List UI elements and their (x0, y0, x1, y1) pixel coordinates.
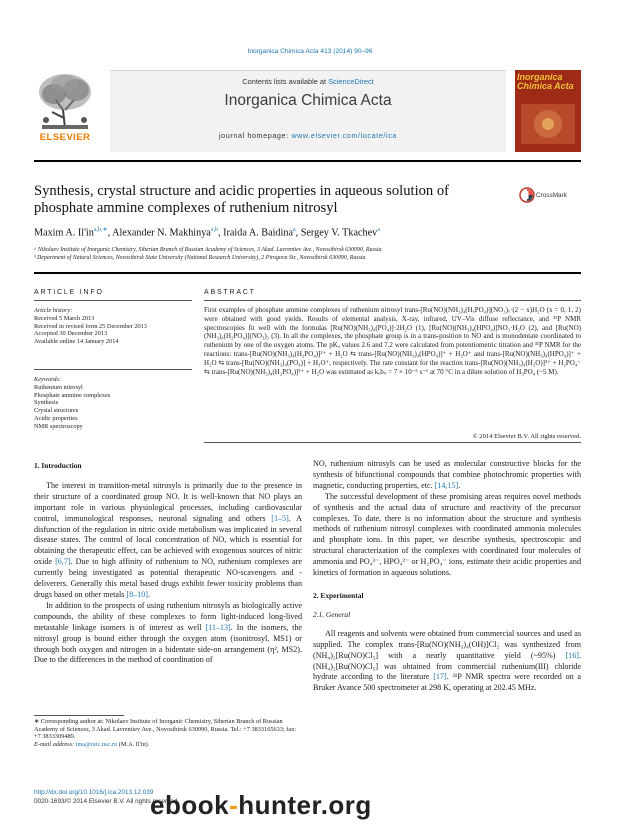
corresponding-author-footnote (34, 718, 302, 748)
section-heading-experimental: 2. Experimental (313, 590, 364, 600)
paragraph-text: . A disfunction of the regulation in nitric oxide metabolism was implicated in several disease states. The control of local concentration of NO, which is essential for obtaining the therapeutic effect, can be achieved with exogenous sources of nitric oxide (34, 513, 302, 567)
article-info-rule (34, 300, 192, 301)
paragraph-text: . Due to high affinity of ruthenium to NO, ruthenium complexes are currently being investigated as potential therapeutic NO-scavengers and -deliverers. Generally this metal based drugs exhibit fewer toxicity problems than drugs based on other metals (34, 557, 302, 599)
citation-link[interactable]: [16] (565, 650, 579, 660)
right-column (313, 459, 581, 694)
history-item: Accepted 30 December 2013 (34, 330, 108, 338)
affiliation-divider (34, 272, 581, 274)
paragraph-text: All reagents and solvents were obtained from commercial sources and used as supplied. The complex trans-[Ru(NO)(NH₃)₄(OH)]Cl₂ was synthesized from (NH₄)₂[Ru(NO)Cl₅] with a nearly quantitative yield (~95%) (313, 628, 581, 660)
paragraph-text: The interest in transition-metal nitrosyls is primarily due to the presence in their structure of a coordinated group NO. It is well-known that NO plays an important role in various physiological processes, including cardiovascular control, immunological responses, neuronal signaling and others (34, 480, 302, 523)
email-label: E-mail address: (34, 740, 76, 748)
paragraph (313, 459, 581, 492)
sciencedirect-link[interactable]: ScienceDirect (328, 77, 374, 86)
history-rule (34, 369, 192, 370)
contents-prefix: Contents lists available at (242, 77, 329, 86)
keyword: Crystal structures (34, 407, 79, 415)
affiliation: ᵇ Department of Natural Sciences, Novosibirsk State University (National Research University), 2 Pirogova Str., Novosibirsk 630090, Russia (34, 255, 366, 261)
author-affil-marker: a (377, 227, 380, 233)
paragraph-text: . (147, 589, 150, 599)
section-heading-introduction: 1. Introduction (34, 461, 82, 470)
citation-link[interactable]: [11–13] (205, 622, 231, 632)
paragraph-text: NO, ruthenium nitrosyls can be used as molecular constructive blocks for the synthesis of bifunctional compounds that combine photochromic properties with magnetic, conducting properties, etc. (313, 459, 581, 490)
history-item: Received in revised form 25 December 2013 (34, 322, 147, 330)
author-list: Maxim A. $Il'in^{a,b,∗}$, Alexander N. Makhinya$^{a,b}$, Iraida A. Baidina$^a$, Sergey V. Tkachev$^a$ (34, 227, 380, 239)
paragraph-text: In addition to the prospects of using ruthenium nitrosyls as biologically active compounds, the ability of these complexes to form light-induced long-lived metastable linkage isomers is of interest as well (34, 600, 302, 632)
header-divider (34, 160, 581, 162)
watermark-dash: - (229, 790, 239, 820)
history-item: Available online 14 January 2014 (34, 338, 119, 346)
paragraph-text: . ³¹P NMR spectra were recorded on a Bruker Avance 500 spectrometer at 298 K, operating at 202.45 MHz. (313, 672, 581, 693)
abstract-text: First examples of phosphate ammine complexes of ruthenium nitrosyl trans-[Ru(NO)(NH₃)₄(HₓPO₄)](NO₃)ₓ·(2 − x)H₂O (x = 0, 1, 2) were obtained with good yields. Results of elemental analysis, X-ray, infrared, UV–Vis diffuse reflectance, and ³¹P NMR spectroscopies fit well with the formulas [Ru(NO)(NH₃)₄(PO₄)]·2H₂O (1), [Ru(NO)(NH₃)₄(HPO₄)]NO₃·H₂O (2), and [Ru(NO)(NH₃)₄(H₂PO₄)](NO₃)₂ (3). In all the complexes, the phosphate group is in a trans-position to NO and is monodentate coordinated to ruthenium by one of the oxygen atoms. The pKₐ values 2.6 and 7.2 were calculated from potentiometric titration and ³¹P NMR for the reactions: trans-[Ru(NO)(NH₃)₄(H₂PO₄)]²⁺ + H₂O ⇆ trans-[Ru(NO)(NH₃)₄(HPO₄)]⁺ + H₃O⁺ and trans-[Ru(NO)(NH₃)₄(HPO₄)]⁺ + H₂O ⇆ trans-[Ru(NO)(NH₃)₄(PO₄)] + H₃O⁺, respectively. The rate constant for the reaction trans-[Ru(NO)(NH₃)₄(H₂O)]³⁺ + H₂PO₄⁻ ⇆ trans-[Ru(NO)(NH₃)₄(H₂PO₄)]²⁺ + H₂O was estimated as kₒbₛ = 7 × 10⁻⁶ s⁻¹ at 70 °C in a dilute solution of H₃PO₄ (~5 M). (204, 306, 581, 376)
abstract-end-rule (204, 442, 581, 443)
paragraph-text: . (NH₄)₂[Ru(NO)Cl₅] was obtained from commercial ruthenium(III) chloride hydrate according to the literature (313, 650, 581, 682)
journal-reference[interactable]: Inorganica Chimica Acta 413 (2014) 90–96 (247, 48, 373, 55)
email-link[interactable]: ima@niic.nsc.ru (75, 740, 118, 748)
paragraph (34, 481, 302, 601)
paragraph-text: The successful development of these promising areas requires novel methods of synthesis and the actual data of structure and reactivity of the precursor complexes. To date, there is no information about the structure and synthesis methods of ruthenium nitrosyl complexes with coordinated ammonia molecules and phosphate ions. In this paper, we describe synthesis, spectroscopic and structural characterization of the complexes with coordinated four molecules of ammonia and PO₄³⁻, HPO₄²⁻ or H₂PO₄⁻ ions, estimate their acidic properties and kinetics of formation in aqueous solutions. (313, 491, 581, 578)
author-name[interactable]: Sergey V. Tkachev (300, 227, 378, 239)
article-history (34, 307, 192, 346)
abstract-heading: ABSTRACT (204, 289, 256, 296)
keywords-label: Keywords: (34, 376, 62, 383)
history-item: Received 5 March 2013 (34, 314, 95, 322)
paragraph (313, 629, 581, 694)
paragraph (34, 601, 302, 666)
keyword: Ruthenium nitrosyl (34, 383, 83, 391)
watermark (150, 790, 372, 821)
footnote-text: ∗ Corresponding author at: Nikolaev Institute of Inorganic Chemistry, Siberian Branch of Russian Academy of Sciences, 3 Akad. Lavrentiev Ave., Novosibirsk 630090, Russia. Tel.: +7 3833165633; fax: +7 3833309489. (34, 718, 297, 741)
keywords (34, 376, 192, 431)
author-name[interactable]: Maxim A. Il'in (34, 227, 94, 239)
author-affil-marker: a (292, 227, 296, 233)
homepage-prefix: journal homepage: (218, 131, 292, 140)
author-affil-marker: a,b,∗ (93, 227, 108, 233)
elsevier-wordmark: ELSEVIER (39, 132, 91, 143)
footnote-rule (34, 715, 124, 716)
citation-link[interactable]: [17] (433, 672, 447, 682)
citation-link[interactable]: [6,7] (55, 557, 71, 567)
paragraph-text: . In the isomers, the nitrosyl group is bound either through the oxygen atom (isonitrosyl, MS1) or through both oxygen and nitrogen in a bidentate side-on arrangement (η², MS2). Due to the differences in the method of coordination of (34, 622, 303, 665)
citation-link[interactable]: [1–5] (271, 513, 289, 523)
keyword: Acidic properties (34, 414, 78, 422)
paragraph (313, 492, 581, 579)
doi-link[interactable]: http://dx.doi.org/10.1016/j.ica.2013.12.039 (34, 789, 154, 796)
left-column (34, 461, 302, 666)
email-suffix: (M.A. Il'in). (117, 740, 150, 748)
crossmark-label[interactable]: CrossMark (536, 192, 567, 199)
keyword: Synthesis (34, 399, 59, 407)
watermark-part: hunter.org (238, 790, 372, 820)
paragraph-text: . (458, 480, 461, 490)
keyword: NMR spectroscopy (34, 422, 83, 430)
article-info-heading: ARTICLE INFO (34, 289, 104, 296)
contents-line (110, 77, 506, 86)
journal-name: Inorganica Chimica Acta (224, 92, 392, 109)
history-label: Article history: (34, 307, 73, 314)
journal-homepage (110, 131, 506, 140)
author-name[interactable]: Iraida A. Baidina (223, 227, 293, 239)
keyword: Phosphate ammine complexes (34, 391, 111, 399)
issn-line: 0020-1693/© 2014 Elsevier B.V. All rights reserved. (34, 798, 180, 805)
affiliation: ᵃ Nikolaev Institute of Inorganic Chemistry, Siberian Branch of Russian Academy of Sciences, 3 Akad. Lavrentiev Ave., Novosibirsk 630090, Russia (34, 247, 382, 253)
abstract-copyright: © 2014 Elsevier B.V. All rights reserved. (472, 433, 581, 440)
homepage-link[interactable]: www.elsevier.com/locate/ica (291, 131, 398, 140)
cover-title: Inorganica Chimica Acta (517, 72, 574, 91)
article-title: Synthesis, crystal structure and acidic properties in aqueous solution of phosphate ammine complexes of ruthenium nitrosyl (34, 183, 450, 216)
author-name[interactable]: Alexander N. Makhinya (112, 227, 211, 239)
citation-link[interactable]: [14,15] (434, 480, 459, 490)
subsection-heading-general: 2.1. General (313, 609, 351, 619)
watermark-part: ebook (150, 790, 230, 820)
citation-link[interactable]: [8–10] (126, 589, 148, 599)
author-affil-marker: a,b (210, 227, 218, 233)
abstract-rule (204, 300, 581, 301)
